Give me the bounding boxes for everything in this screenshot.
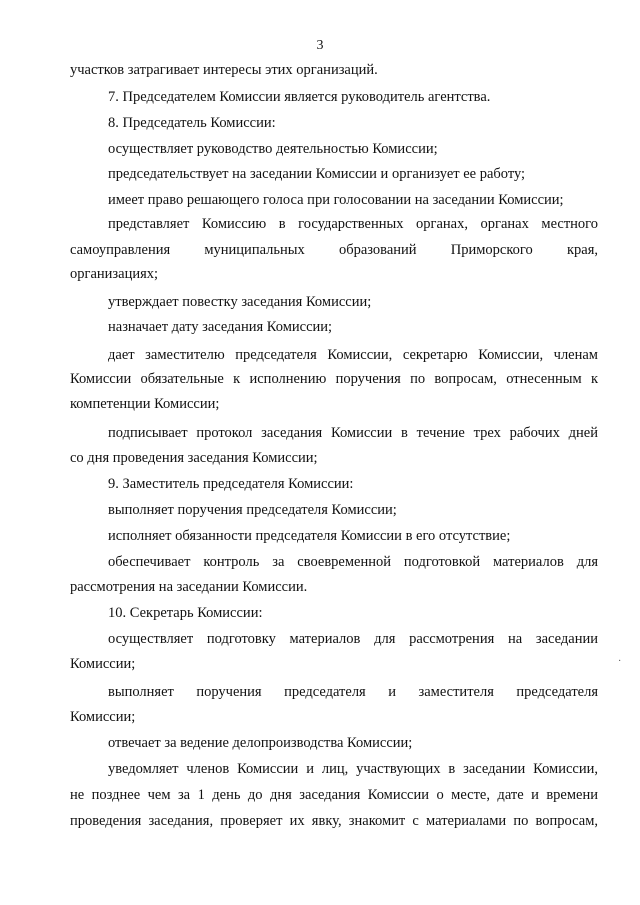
- text-line: председательствует на заседании Комиссии и организует ее работу;: [108, 166, 526, 182]
- text-line: 7. Председателем Комиссии является руководитель агентства.: [108, 89, 491, 105]
- text-line: не позднее чем за 1 день до дня заседания Комиссии о месте, дате и времени: [70, 787, 598, 803]
- text-line: 10. Секретарь Комиссии:: [108, 605, 263, 621]
- text-line: со дня проведения заседания Комиссии;: [70, 450, 318, 466]
- text-line: осуществляет подготовку материалов для рассмотрения на заседании: [108, 631, 598, 647]
- text-line: организациях;: [70, 266, 159, 282]
- text-line: проведения заседания, проверяет их явку, знакомит с материалами по вопросам,: [70, 813, 598, 829]
- text-line: утверждает повестку заседания Комиссии;: [108, 294, 372, 310]
- text-line: компетенции Комиссии;: [70, 396, 220, 412]
- text-line: исполняет обязанности председателя Комиссии в его отсутствие;: [108, 528, 511, 544]
- text-line: имеет право решающего голоса при голосовании на заседании Комиссии;: [108, 192, 564, 208]
- page-number: 3: [316, 38, 324, 53]
- text-line: 8. Председатель Комиссии:: [108, 115, 276, 131]
- text-line: участков затрагивает интересы этих организаций.: [70, 62, 378, 78]
- text-line: Комиссии обязательные к исполнению поручения по вопросам, отнесенным к: [70, 371, 598, 387]
- text-line: уведомляет членов Комиссии и лиц, участвующих в заседании Комиссии,: [108, 761, 598, 777]
- text-line: представляет Комиссию в государственных органах, органах местного: [108, 216, 598, 232]
- text-line: 9. Заместитель председателя Комиссии:: [108, 476, 354, 492]
- text-line: Комиссии;: [70, 656, 136, 672]
- text-line: Комиссии;: [70, 709, 136, 725]
- text-line: подписывает протокол заседания Комиссии в течение трех рабочих дней: [108, 425, 598, 441]
- text-line: выполняет поручения председателя Комиссии;: [108, 502, 397, 518]
- text-line: дает заместителю председателя Комиссии, секретарю Комиссии, членам: [108, 347, 598, 363]
- text-line: выполняет поручения председателя и заместителя председателя: [108, 684, 598, 700]
- text-line: осуществляет руководство деятельностью Комиссии;: [108, 141, 438, 157]
- text-line: отвечает за ведение делопроизводства Комиссии;: [108, 735, 413, 751]
- text-line: обеспечивает контроль за своевременной подготовкой материалов для: [108, 554, 598, 570]
- text-line: самоуправления муниципальных образований Приморского края,: [70, 242, 598, 258]
- text-line: назначает дату заседания Комиссии;: [108, 319, 333, 335]
- scan-dot: ·: [618, 656, 622, 667]
- text-line: рассмотрения на заседании Комиссии.: [70, 579, 308, 595]
